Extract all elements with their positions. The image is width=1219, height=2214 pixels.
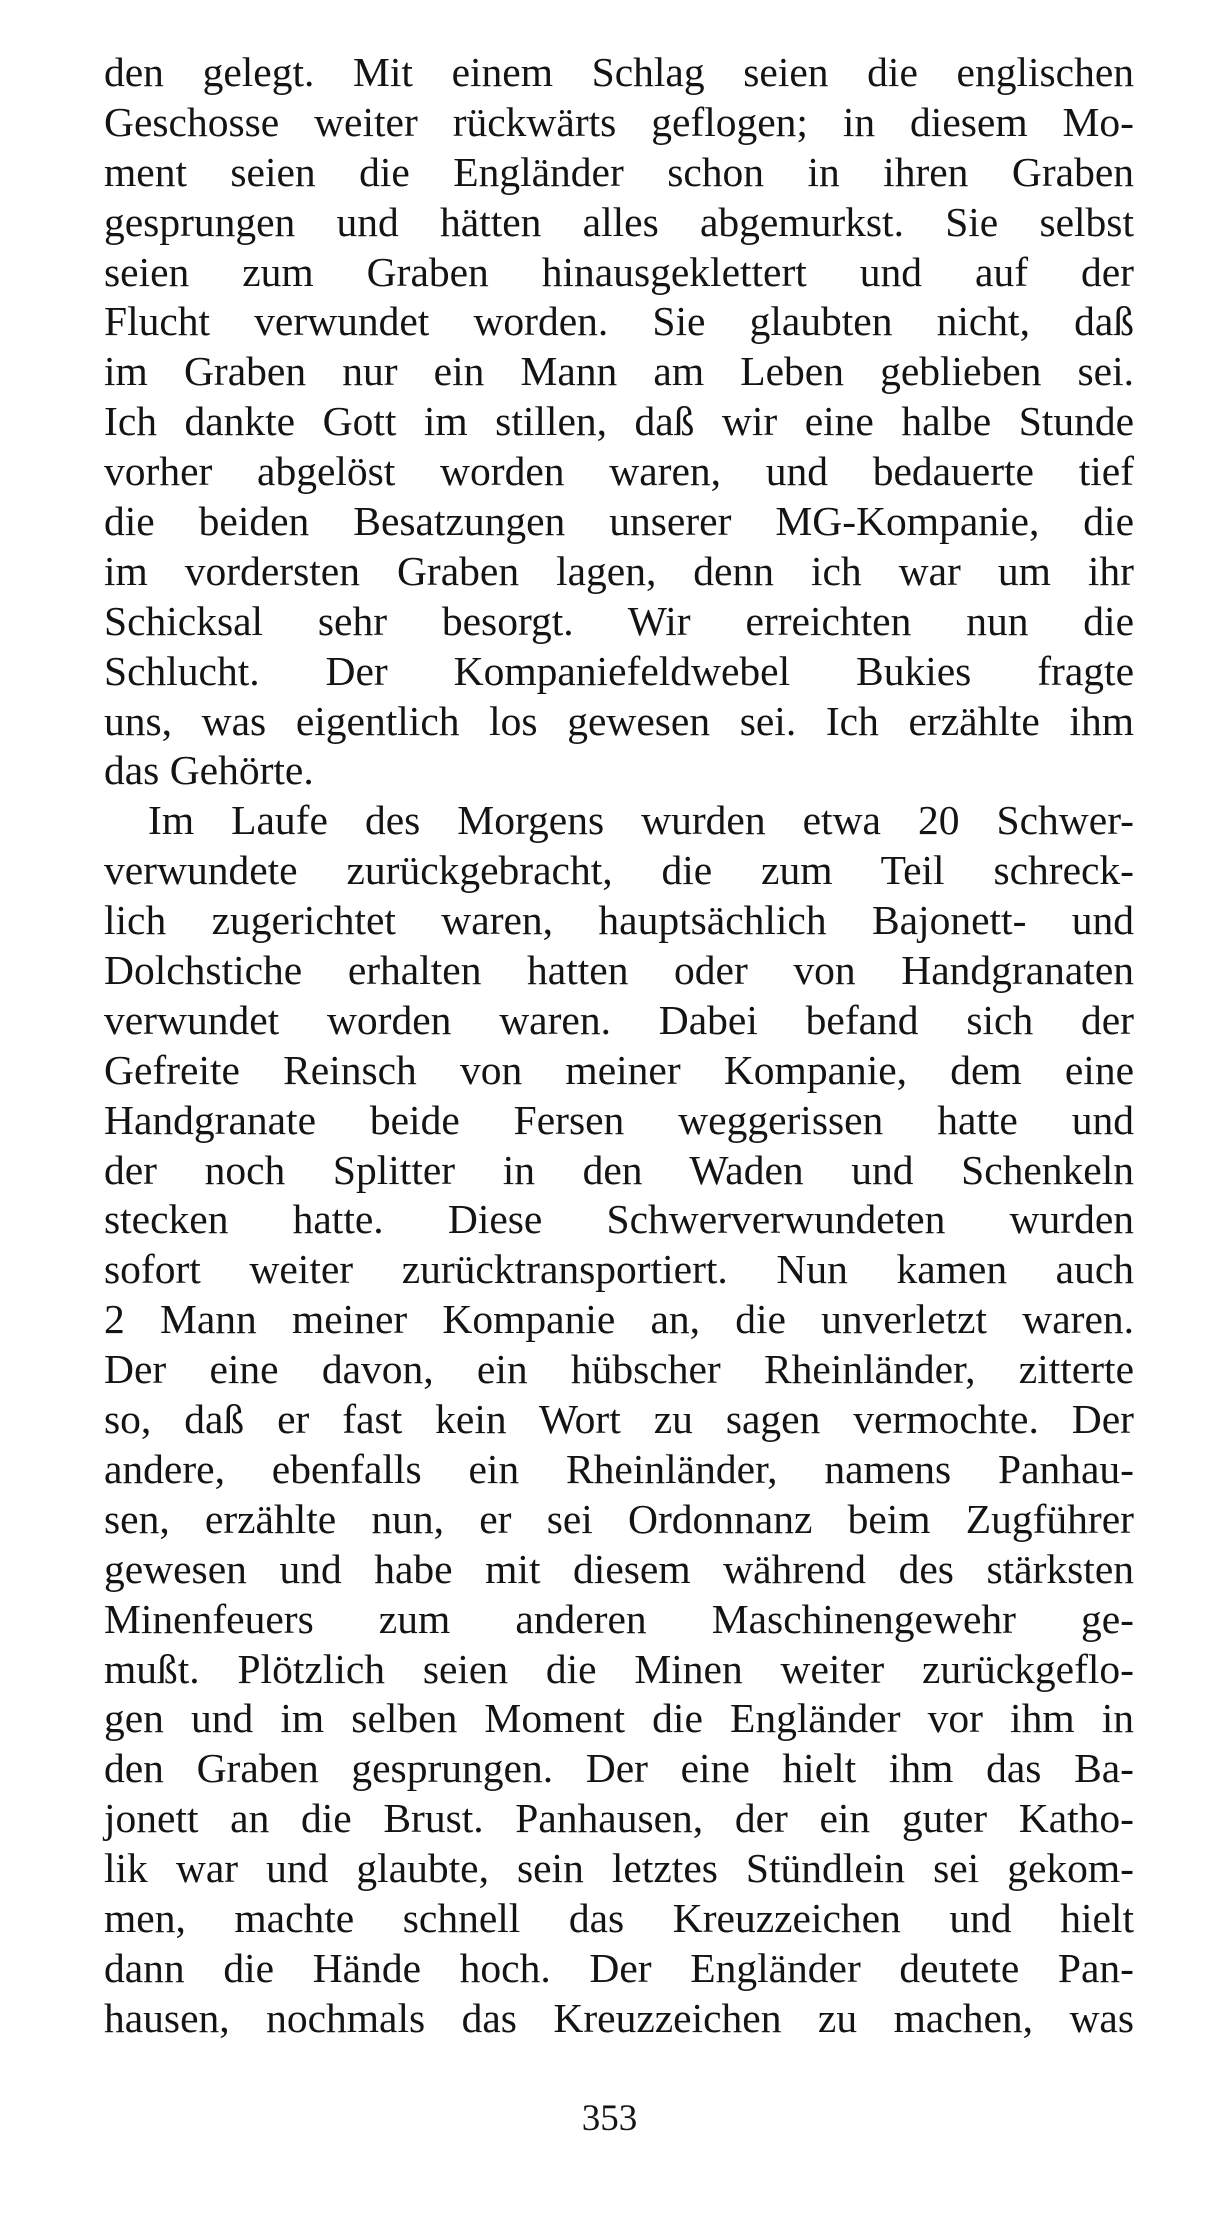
text-line: jonett an die Brust. Panhausen, der ein guter Katho- (104, 1795, 1134, 1842)
paragraph-1 (104, 48, 1134, 796)
text-line: stecken hatte. Diese Schwerverwundeten wurden (104, 1196, 1134, 1243)
text-line: Schlucht. Der Kompaniefeldwebel Bukies fragte (104, 647, 1134, 694)
text-line: lich zugerichtet waren, hauptsächlich Bajonett- und (104, 897, 1134, 944)
text-line: Minenfeuers zum anderen Maschinengewehr ge- (104, 1595, 1134, 1642)
text-line: gewesen und habe mit diesem während des stärksten (104, 1545, 1134, 1592)
text-line: Gefreite Reinsch von meiner Kompanie, dem eine (104, 1046, 1134, 1093)
text-line: verwundete zurückgebracht, die zum Teil schreck- (104, 847, 1134, 894)
text-line: gesprungen und hätten alles abgemurkst. Sie selbst (104, 198, 1134, 245)
text-line: sofort weiter zurücktransportiert. Nun kamen auch (104, 1246, 1134, 1293)
text-line: Geschosse weiter rückwärts geflogen; in diesem Mo- (104, 98, 1134, 145)
text-line: den gelegt. Mit einem Schlag seien die englischen (104, 49, 1134, 95)
text-line: men, machte schnell das Kreuzzeichen und hielt (104, 1894, 1134, 1941)
paragraph-2 (104, 796, 1134, 2043)
text-line: andere, ebenfalls ein Rheinländer, namens Panhau- (104, 1445, 1134, 1492)
text-line: uns, was eigentlich los gewesen sei. Ich erzählte ihm (104, 697, 1134, 744)
text-line: gen und im selben Moment die Engländer vor ihm in (104, 1695, 1134, 1742)
text-line: der noch Splitter in den Waden und Schenkeln (104, 1146, 1134, 1193)
text-line: verwundet worden waren. Dabei befand sich der (104, 996, 1134, 1043)
text-line: mußt. Plötzlich seien die Minen weiter zurückgeflo- (104, 1645, 1134, 1692)
text-line: ment seien die Engländer schon in ihren Graben (104, 148, 1134, 195)
text-line: Ich dankte Gott im stillen, daß wir eine halbe Stunde (104, 398, 1134, 445)
text-line: 2 Mann meiner Kompanie an, die unverletzt waren. (104, 1296, 1134, 1343)
text-line: im vordersten Graben lagen, denn ich war um ihr (104, 547, 1134, 594)
text-line: Der eine davon, ein hübscher Rheinländer, zitterte (104, 1346, 1134, 1393)
text-line: dann die Hände hoch. Der Engländer deutete Pan- (104, 1944, 1134, 1991)
text-line: Im Laufe des Morgens wurden etwa 20 Schwer- (148, 797, 1134, 844)
text-line: hausen, nochmals das Kreuzzeichen zu machen, was (104, 1994, 1134, 2041)
text-line: die beiden Besatzungen unserer MG-Kompanie, die (104, 498, 1134, 545)
text-line: Handgranate beide Fersen weggerissen hatte und (104, 1096, 1134, 1143)
text-line: seien zum Graben hinausgeklettert und auf der (104, 248, 1134, 295)
text-line: Schicksal sehr besorgt. Wir erreichten nun die (104, 597, 1134, 644)
text-line: vorher abgelöst worden waren, und bedauerte tief (104, 448, 1134, 495)
text-line: sen, erzählte nun, er sei Ordonnanz beim Zugführer (104, 1495, 1134, 1542)
body-text (104, 48, 1134, 2044)
page-number: 353 (581, 2098, 638, 2139)
text-line: das Gehörte. (104, 747, 314, 794)
text-line: lik war und glaubte, sein letztes Stündlein sei gekom- (104, 1845, 1134, 1892)
text-line: so, daß er fast kein Wort zu sagen vermochte. Der (104, 1396, 1134, 1443)
text-line: Flucht verwundet worden. Sie glaubten nicht, daß (104, 298, 1134, 345)
text-line: im Graben nur ein Mann am Leben geblieben sei. (104, 348, 1134, 395)
text-line: Dolchstiche erhalten hatten oder von Handgranaten (104, 947, 1134, 994)
text-line: den Graben gesprungen. Der eine hielt ihm das Ba- (104, 1745, 1134, 1792)
